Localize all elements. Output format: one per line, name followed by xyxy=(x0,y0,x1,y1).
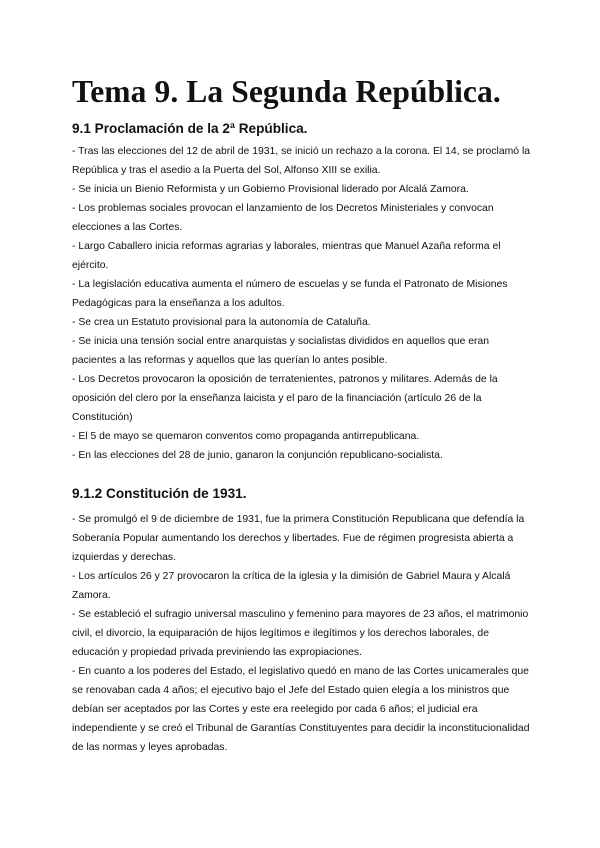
paragraph: - Los artículos 26 y 27 provocaron la crítica de la iglesia y la dimisión de Gabriel Maura y Alcalá Zamora. xyxy=(72,571,511,601)
paragraph: - Los problemas sociales provocan el lanzamiento de los Decretos Ministeriales y convocan elecciones a las Cortes. xyxy=(72,203,494,233)
page-title: Tema 9. La Segunda República. xyxy=(72,74,501,109)
paragraph: - En cuanto a los poderes del Estado, el legislativo quedó en mano de las Cortes unicamerales que se renovaban cada 4 años; el ejecutivo bajo el Jefe del Estado quien elegía a los ministros que debían ser aceptados por las Cortes y este era reelegido por cada 6 años; el judicial era independiente y se creó el Tribunal de Garantías Constituyentes para decidir la inconstitucionalidad de las normas y leyes aprobadas. xyxy=(72,666,530,753)
document-page xyxy=(72,74,532,757)
paragraph: - Se inicia un Bienio Reformista y un Gobierno Provisional liderado por Alcalá Zamora. xyxy=(72,184,469,195)
section-body-constitucion xyxy=(72,510,532,757)
paragraph: - Tras las elecciones del 12 de abril de 1931, se inició un rechazo a la corona. El 14, se proclamó la República y tras el asedio a la Puerta del Sol, Alfonso XIII se exilia. xyxy=(72,146,531,176)
section-heading-proclamacion: 9.1 Proclamación de la 2ª República. xyxy=(72,121,308,136)
paragraph: - Largo Caballero inicia reformas agrarias y laborales, mientras que Manuel Azaña reforma el ejército. xyxy=(72,241,501,271)
paragraph: - En las elecciones del 28 de junio, ganaron la conjunción republicano-socialista. xyxy=(72,450,443,461)
paragraph: - Se inicia una tensión social entre anarquistas y socialistas divididos en aquellos que eran pacientes a las reformas y aquellos que las querían lo antes posible. xyxy=(72,336,490,366)
paragraph: - Se crea un Estatuto provisional para la autonomía de Cataluña. xyxy=(72,317,371,328)
paragraph: - El 5 de mayo se quemaron conventos como propaganda antirrepublicana. xyxy=(72,431,420,442)
section-body-proclamacion xyxy=(72,142,532,465)
paragraph: - Se promulgó el 9 de diciembre de 1931, fue la primera Constitución Republicana que defendía la Soberanía Popular aumentando los derechos y libertades. Fue de régimen progresista abierta a izquierdas y derechas. xyxy=(72,514,525,563)
paragraph: - La legislación educativa aumenta el número de escuelas y se funda el Patronato de Misiones Pedagógicas para la enseñanza a los adultos. xyxy=(72,279,508,309)
paragraph: - Los Decretos provocaron la oposición de terratenientes, patronos y militares. Además de la oposición del clero por la enseñanza laicista y el paro de la financiación (artículo 26 de la Constitución) xyxy=(72,374,498,423)
paragraph: - Se estableció el sufragio universal masculino y femenino para mayores de 23 años, el matrimonio civil, el divorcio, la equiparación de hijos legítimos e ilegítimos y los derechos laborales, de educación y propiedad privada previniendo las expropiaciones. xyxy=(72,609,529,658)
section-heading-constitucion: 9.1.2 Constitución de 1931. xyxy=(72,486,247,501)
